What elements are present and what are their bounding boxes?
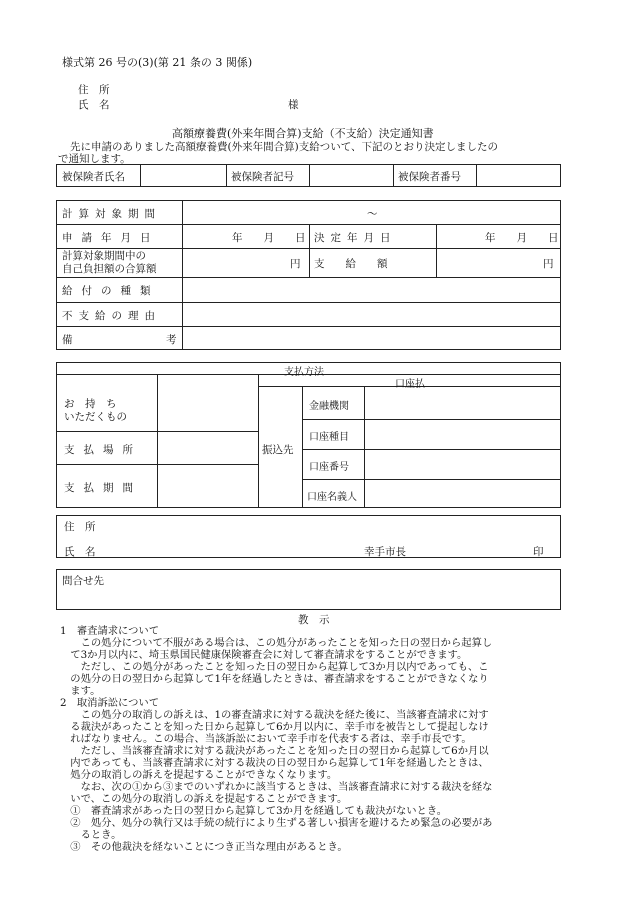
payment-period-label: 支払期間 <box>64 482 142 494</box>
instruction-line: ただし、この処分があったことを知った日の翌日から起算して3か月以内であっても、こ <box>60 661 489 673</box>
payment-yen: 円 <box>543 258 554 270</box>
intro-line-1: 先に申請のありました高額療養費(外来年間合算)支給ついて、下記のとおり決定しましたの <box>70 141 498 153</box>
instruction-line: の処分の日の翌日から起算して1年を経過したときは、審査請求をすることができなくなり <box>60 673 489 685</box>
instruction-line: この処分の取消しの訴えは、1の審査請求に対する裁決を経た後に、当該審査請求に対す <box>60 709 489 721</box>
honorific: 様 <box>288 99 299 111</box>
seal-mark: 印 <box>533 546 544 558</box>
instruction-line: 内であっても、当該審査請求に対する裁決の日の翌日から起算して1年を経過したときは、 <box>60 757 489 769</box>
payment-place-label: 支払場所 <box>64 444 142 456</box>
issuer-address-label: 住 所 <box>64 521 96 533</box>
instruction-line: て3か月以内に、埼玉県国民健康保険審査会に対して審査請求をすることができます。 <box>60 649 468 661</box>
total-yen: 円 <box>290 258 301 270</box>
instruction-line: ① 審査請求があった日の翌日から起算して3か月を経過しても裁決がないとき。 <box>60 805 448 817</box>
instruction-line: るとき。 <box>60 829 122 841</box>
instruction-line: ます。 <box>60 685 101 697</box>
transfer-label: 振込先 <box>262 444 294 456</box>
decision-date-label: 決定年月日 <box>314 232 397 244</box>
instruction-line: なお、次の①から③までのいずれかに該当するときは、当該審査請求に対する裁決を経な <box>60 781 493 793</box>
mayor-label: 幸手市長 <box>364 546 406 558</box>
insured-number-label: 被保険者番号 <box>398 171 461 183</box>
total-label-2: 自己負担額の合算額 <box>62 263 157 275</box>
remarks-label-a: 備 <box>62 334 73 346</box>
issuer-name-label: 氏 名 <box>64 546 96 558</box>
remarks-label-b: 考 <box>166 334 177 346</box>
instruction-line: 処分の取消しの訴えを提起することができなくなります。 <box>60 769 338 781</box>
contact-label: 問合せ先 <box>62 575 104 587</box>
instruction-line: 1 審査請求について <box>60 625 160 637</box>
total-label-1: 計算対象期間中の <box>62 250 146 262</box>
decision-date-value: 年 月 日 <box>485 232 559 244</box>
form-number: 様式第 26 号の(3)(第 21 条の 3 関係) <box>62 56 253 69</box>
insured-symbol-label: 被保険者記号 <box>231 171 294 183</box>
bring-items-label-1: お 持 ち <box>64 398 117 410</box>
instruction-line: ③ その他裁決を経ないことにつき正当な理由があるとき。 <box>60 841 348 853</box>
bank-label: 金融機関 <box>309 401 349 412</box>
non-payment-reason-label: 不支給の理由 <box>62 310 161 322</box>
payment-amount-label: 支 給 額 <box>314 258 388 270</box>
issuer-box <box>56 515 561 558</box>
instruction-line: ればなりません。この場合、当該訴訟において幸手市を代表する者は、幸手市長です。 <box>60 733 472 745</box>
payment-method-header: 支払方法 <box>284 367 324 378</box>
account-number-label: 口座番号 <box>309 462 349 473</box>
apply-date-label: 申請年月日 <box>62 232 160 244</box>
account-payment-header: 口座払 <box>395 379 425 390</box>
contact-box <box>56 569 561 610</box>
document-title: 高額療養費(外来年間合算)支給（不支給）決定通知書 <box>172 127 434 140</box>
period-label: 計算対象期間 <box>62 208 161 220</box>
account-holder-label: 口座名義人 <box>307 492 357 503</box>
instruction-line: ただし、当該審査請求に対する裁決があったことを知った日の翌日から起算して6か月以 <box>60 745 489 757</box>
intro-line-2: で通知します。 <box>58 153 131 165</box>
instruction-heading: 教 示 <box>298 614 330 626</box>
recipient-name-label: 氏 名 <box>78 99 110 111</box>
account-type-label: 口座種目 <box>309 432 349 443</box>
instruction-line: 2 取消訴訟について <box>60 697 160 709</box>
instruction-line: いで、この処分の取消しの訴えを提起することができます。 <box>60 793 348 805</box>
insured-name-label: 被保険者氏名 <box>62 171 125 183</box>
instruction-line: この処分について不服がある場合は、この処分があったことを知った日の翌日から起算し <box>60 637 493 649</box>
benefit-type-label: 給付の種類 <box>62 285 160 297</box>
apply-date-value: 年 月 日 <box>232 232 306 244</box>
instruction-line: ② 処分、処分の執行又は手続の続行により生ずる著しい損害を避けるため緊急の必要があ <box>60 817 493 829</box>
instruction-line: る裁決があったことを知った日から起算して6か月以内に、幸手市を被告として提起しなけ <box>60 721 489 733</box>
period-value: ～ <box>367 208 378 220</box>
recipient-address-label: 住 所 <box>78 84 110 96</box>
bring-items-label-2: いただくもの <box>64 411 127 423</box>
